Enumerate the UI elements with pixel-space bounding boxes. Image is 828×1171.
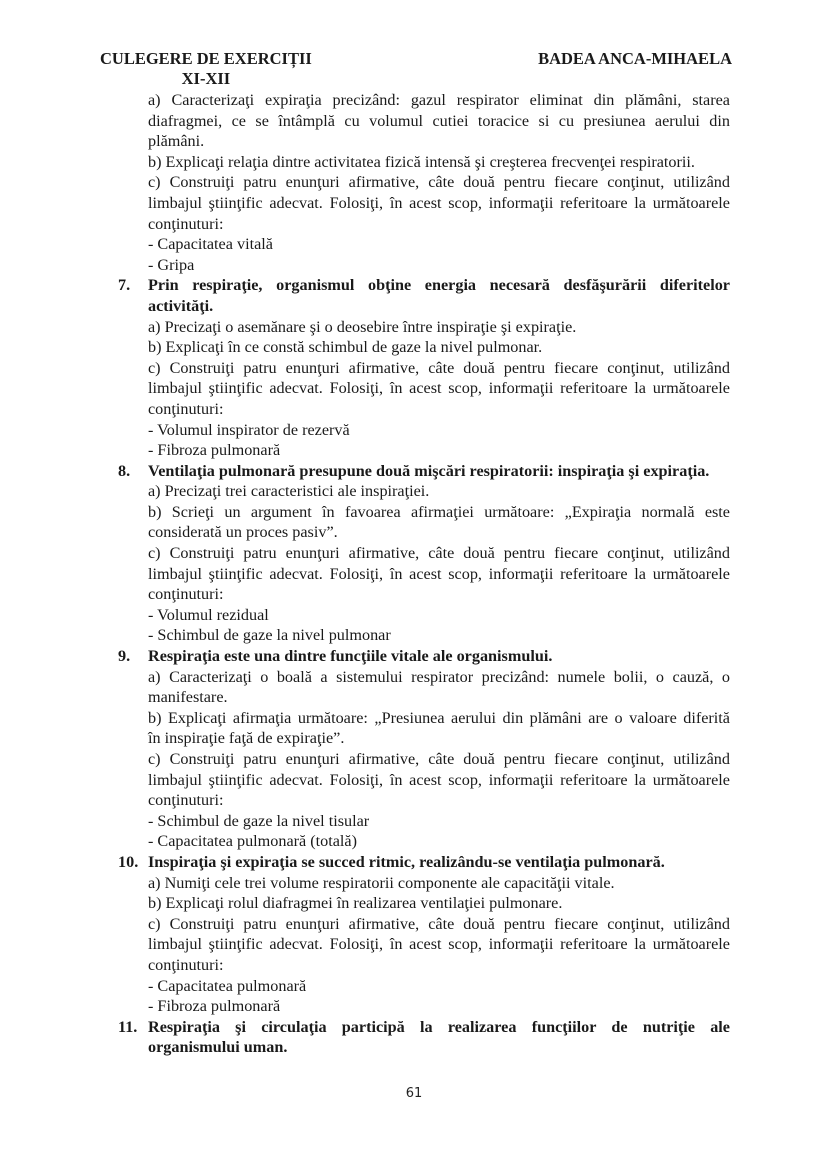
page-content bbox=[118, 90, 730, 1058]
question-9 bbox=[118, 646, 730, 852]
question-title bbox=[118, 461, 730, 482]
content-item: - Fibroza pulmonară bbox=[148, 441, 281, 460]
question-10 bbox=[118, 852, 730, 1017]
subquestion-a-cont: plămâni. bbox=[148, 132, 205, 151]
question-title-text: Respiraţia este una dintre funcţiile vitale ale organismului. bbox=[148, 647, 553, 666]
subquestion-c: c) Construiţi patru enunţuri afirmative, câte două pentru fiecare conţinut, utilizând bbox=[148, 544, 730, 563]
book-title bbox=[100, 49, 312, 89]
subquestion-a: a) Precizaţi o asemănare şi o deosebire între inspiraţie şi expiraţie. bbox=[148, 317, 577, 336]
subquestion-a: a) Numiţi cele trei volume respiratorii componente ale capacităţii vitale. bbox=[148, 873, 615, 892]
question-11 bbox=[118, 1017, 730, 1058]
question-title-text: organismului uman. bbox=[148, 1038, 288, 1057]
book-title-grades: XI-XII bbox=[181, 69, 231, 88]
question-number: 8. bbox=[118, 461, 131, 480]
subquestion-a: a) Caracterizaţi o boală a sistemului respirator precizând: numele bolii, o cauză, o bbox=[148, 667, 730, 686]
subquestion-c: c) Construiţi patru enunţuri afirmative, câte două pentru fiecare conţinut, utilizând bbox=[148, 358, 730, 377]
question-title-text: Respiraţia şi circulaţia participă la realizarea funcţiilor de nutriţie ale bbox=[148, 1017, 730, 1036]
subquestion-b-cont: în inspiraţie faţă de expiraţie”. bbox=[148, 729, 345, 748]
question-7 bbox=[118, 275, 730, 460]
content-item: - Capacitatea vitală bbox=[148, 235, 273, 254]
question-number: 9. bbox=[118, 647, 131, 666]
subquestion-b: b) Explicaţi rolul diafragmei în realizarea ventilaţiei pulmonare. bbox=[148, 894, 563, 913]
book-title-main: CULEGERE DE EXERCIȚII bbox=[100, 49, 312, 68]
subquestion-c: c) Construiţi patru enunţuri afirmative, câte două pentru fiecare conţinut, utilizând bbox=[148, 750, 730, 768]
author-name: BADEA ANCA-MIHAELA bbox=[538, 49, 732, 68]
subquestion-a: a) Precizaţi trei caracteristici ale inspiraţiei. bbox=[148, 482, 430, 501]
subquestion-c: c) Construiţi patru enunţuri afirmative, câte două pentru fiecare conţinut, utilizând bbox=[148, 173, 730, 192]
subquestion-c-cont: limbajul ştiinţific adecvat. Folosiţi, în acest scop, informaţii referitoare la următoarele bbox=[148, 379, 730, 398]
subquestion-c-cont: limbajul ştiinţific adecvat. Folosiţi, în acest scop, informaţii referitoare la următoarele bbox=[148, 193, 730, 212]
subquestion-c-cont: conţinuturi: bbox=[148, 399, 224, 418]
question-number: 10. bbox=[118, 852, 139, 871]
question-title-text: activităţi. bbox=[148, 296, 214, 315]
question-title bbox=[118, 1017, 730, 1058]
question-title bbox=[118, 275, 730, 316]
subquestion-c: c) Construiţi patru enunţuri afirmative, câte două pentru fiecare conţinut, utilizând bbox=[148, 914, 730, 933]
subquestion-b: b) Explicaţi afirmaţia următoare: „Presiunea aerului din plămâni are o valoare diferită bbox=[148, 708, 730, 727]
question-title-text: Inspiraţia şi expiraţia se succed ritmic, realizându-se ventilaţia pulmonară. bbox=[148, 852, 665, 871]
question-title bbox=[118, 852, 730, 873]
content-item: - Fibroza pulmonară bbox=[148, 997, 281, 1016]
subquestion-c-cont: limbajul ştiinţific adecvat. Folosiţi, în acest scop, informaţii referitoare la următoarele bbox=[148, 935, 730, 954]
subquestion-a: a) Caracterizaţi expiraţia precizând: gazul respirator eliminat din plămâni, starea bbox=[148, 91, 730, 109]
question-title bbox=[118, 646, 730, 667]
subquestion-c-cont: limbajul ştiinţific adecvat. Folosiţi, în acest scop, informaţii referitoare la următoarele bbox=[148, 770, 730, 789]
content-item: - Schimbul de gaze la nivel tisular bbox=[148, 811, 370, 830]
subquestion-b-cont: considerată un proces pasiv”. bbox=[148, 523, 338, 542]
question-title-text: Prin respiraţie, organismul obţine energia necesară desfăşurării diferitelor bbox=[148, 276, 730, 295]
subquestion-b: b) Explicaţi în ce constă schimbul de gaze la nivel pulmonar. bbox=[148, 338, 543, 357]
subquestion-c-cont: limbajul ştiinţific adecvat. Folosiţi, în acest scop, informaţii referitoare la următoarele bbox=[148, 564, 730, 583]
question-title-text: Ventilaţia pulmonară presupune două mişcări respiratorii: inspiraţia şi expiraţia. bbox=[148, 461, 710, 480]
page-number: 61 bbox=[405, 1086, 423, 1101]
subquestion-a-cont: manifestare. bbox=[148, 688, 228, 707]
content-item: - Schimbul de gaze la nivel pulmonar bbox=[148, 626, 391, 645]
content-item: - Gripa bbox=[148, 255, 195, 274]
question-6-continuation bbox=[118, 90, 730, 275]
question-number: 7. bbox=[118, 276, 131, 295]
content-item: - Capacitatea pulmonară bbox=[148, 976, 307, 995]
subquestion-c-cont: conţinuturi: bbox=[148, 214, 224, 233]
subquestion-c-cont: conţinuturi: bbox=[148, 955, 224, 974]
subquestion-a-cont: diafragmei, ce se întâmplă cu volumul cutiei toracice si cu presiunea aerului din bbox=[148, 111, 730, 130]
content-item: - Volumul rezidual bbox=[148, 605, 269, 624]
subquestion-c-cont: conţinuturi: bbox=[148, 585, 224, 604]
question-8 bbox=[118, 461, 730, 646]
question-number: 11. bbox=[118, 1017, 138, 1036]
subquestion-c-cont: conţinuturi: bbox=[148, 791, 224, 810]
content-item: - Volumul inspirator de rezervă bbox=[148, 420, 350, 439]
subquestion-b: b) Explicaţi relaţia dintre activitatea fizică intensă şi creşterea frecvenţei respiratorii. bbox=[148, 152, 695, 171]
content-item: - Capacitatea pulmonară (totală) bbox=[148, 832, 357, 851]
subquestion-b: b) Scrieţi un argument în favoarea afirmaţiei următoare: „Expiraţia normală este bbox=[148, 502, 730, 521]
